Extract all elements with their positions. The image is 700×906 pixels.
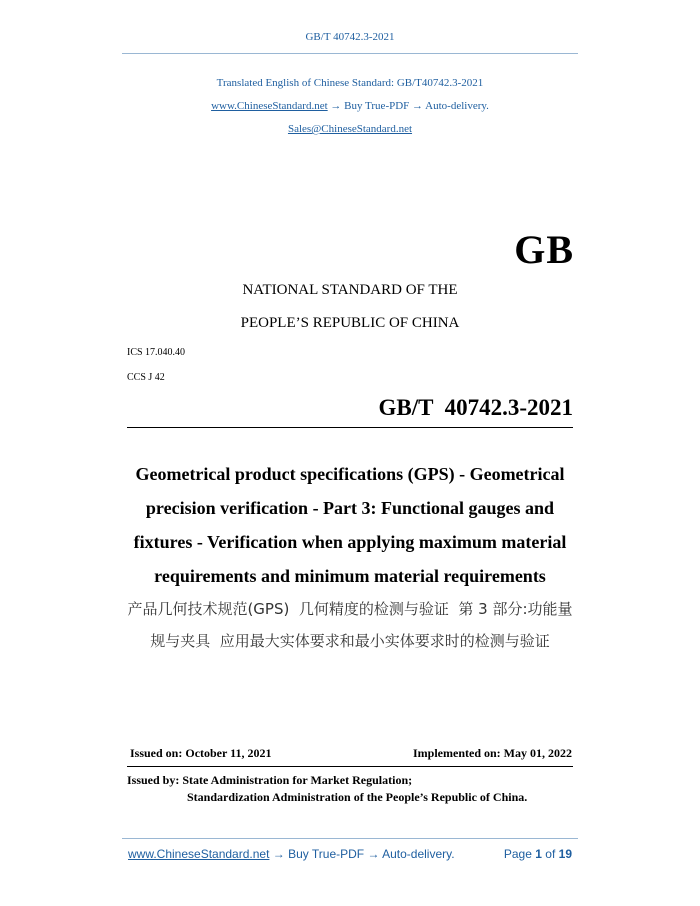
standard-number: GB/T 40742.3-2021 — [378, 395, 573, 420]
promo-site-link[interactable]: www.ChineseStandard.net — [211, 100, 328, 112]
issued-by-line-2: Standardization Administration of the People’s Republic of China. — [187, 790, 528, 804]
gb-logo-mark: GB — [514, 227, 574, 272]
issue-dates-divider — [127, 766, 573, 767]
implemented-on-date: Implemented on: May 01, 2022 — [413, 746, 572, 760]
chinese-title-line-2: 规与夹具 应用最大实体要求和最小实体要求时的检测与验证 — [150, 632, 550, 650]
footer-site-link[interactable]: www.ChineseStandard.net — [128, 847, 270, 861]
page-current: 1 — [535, 847, 542, 861]
standard-number-divider — [127, 427, 573, 428]
footer-buy-text: → Buy True-PDF → Auto-delivery. — [269, 847, 455, 861]
header-divider — [122, 53, 578, 54]
running-header: GB/T 40742.3-2021 — [305, 31, 395, 43]
promo-line-translation: Translated English of Chinese Standard: GB/T40742.3-2021 — [216, 77, 484, 89]
page-of: of — [545, 847, 556, 861]
promo-email-link[interactable]: Sales@ChineseStandard.net — [287, 123, 413, 135]
ccs-code: CCS J 42 — [127, 372, 165, 383]
page-indicator — [504, 847, 572, 861]
issued-by-line-1: Issued by: State Administration for Market Regulation; — [127, 773, 413, 787]
page-label: Page — [503, 847, 532, 861]
issued-by-block — [127, 772, 527, 806]
promo-line-buy — [0, 100, 700, 112]
national-standard-line-2: PEOPLE’S REPUBLIC OF CHINA — [240, 315, 460, 331]
issue-dates-row — [130, 746, 572, 761]
national-standard-line-1: NATIONAL STANDARD OF THE — [242, 282, 458, 298]
title-line-3: fixtures - Verification when applying maximum material — [133, 532, 567, 552]
title-line-4: requirements and minimum material requirements — [154, 566, 546, 586]
issued-on-date: Issued on: October 11, 2021 — [130, 746, 272, 760]
footer-divider — [122, 838, 578, 839]
promo-buy-text: → Buy True-PDF → Auto-delivery. — [330, 100, 489, 112]
page-total: 19 — [558, 847, 572, 861]
ics-code: ICS 17.040.40 — [127, 347, 186, 358]
promo-line-email — [0, 123, 700, 135]
chinese-title-line-1: 产品几何技术规范(GPS) 几何精度的检测与验证 第 3 部分:功能量 — [127, 600, 573, 618]
title-line-2: precision verification - Part 3: Functional gauges and — [145, 498, 555, 518]
footer-promo — [128, 847, 455, 861]
title-line-1: Geometrical product specifications (GPS) - Geometrical — [135, 464, 565, 484]
